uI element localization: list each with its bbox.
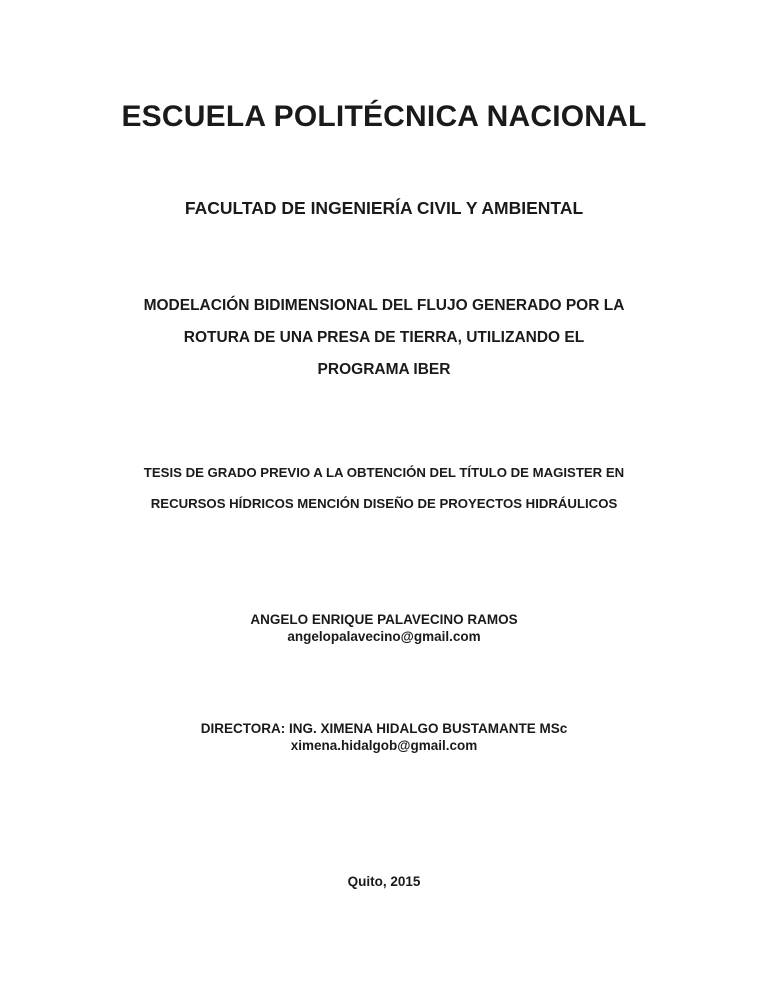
faculty-name: FACULTAD DE INGENIERÍA CIVIL Y AMBIENTAL	[184, 198, 584, 218]
degree-statement-line-2: RECURSOS HÍDRICOS MENCIÓN DISEÑO DE PROYECTOS HIDRÁULICOS	[150, 496, 618, 511]
thesis-title-line-3: PROGRAMA IBER	[317, 361, 451, 378]
author-email: angelopalavecino@gmail.com	[287, 629, 481, 644]
thesis-title-line-2: ROTURA DE UNA PRESA DE TIERRA, UTILIZANDO EL	[183, 329, 585, 346]
director-name: DIRECTORA: ING. XIMENA HIDALGO BUSTAMANTE MSc	[200, 721, 568, 736]
thesis-title-line-1: MODELACIÓN BIDIMENSIONAL DEL FLUJO GENERADO POR LA	[143, 297, 625, 314]
director-email: ximena.hidalgob@gmail.com	[290, 738, 478, 753]
author-name: ANGELO ENRIQUE PALAVECINO RAMOS	[250, 612, 518, 627]
university-name: ESCUELA POLITÉCNICA NACIONAL	[121, 100, 647, 133]
place-and-date: Quito, 2015	[347, 874, 421, 889]
degree-statement-line-1: TESIS DE GRADO PREVIO A LA OBTENCIÓN DEL TÍTULO DE MAGISTER EN	[143, 465, 625, 480]
